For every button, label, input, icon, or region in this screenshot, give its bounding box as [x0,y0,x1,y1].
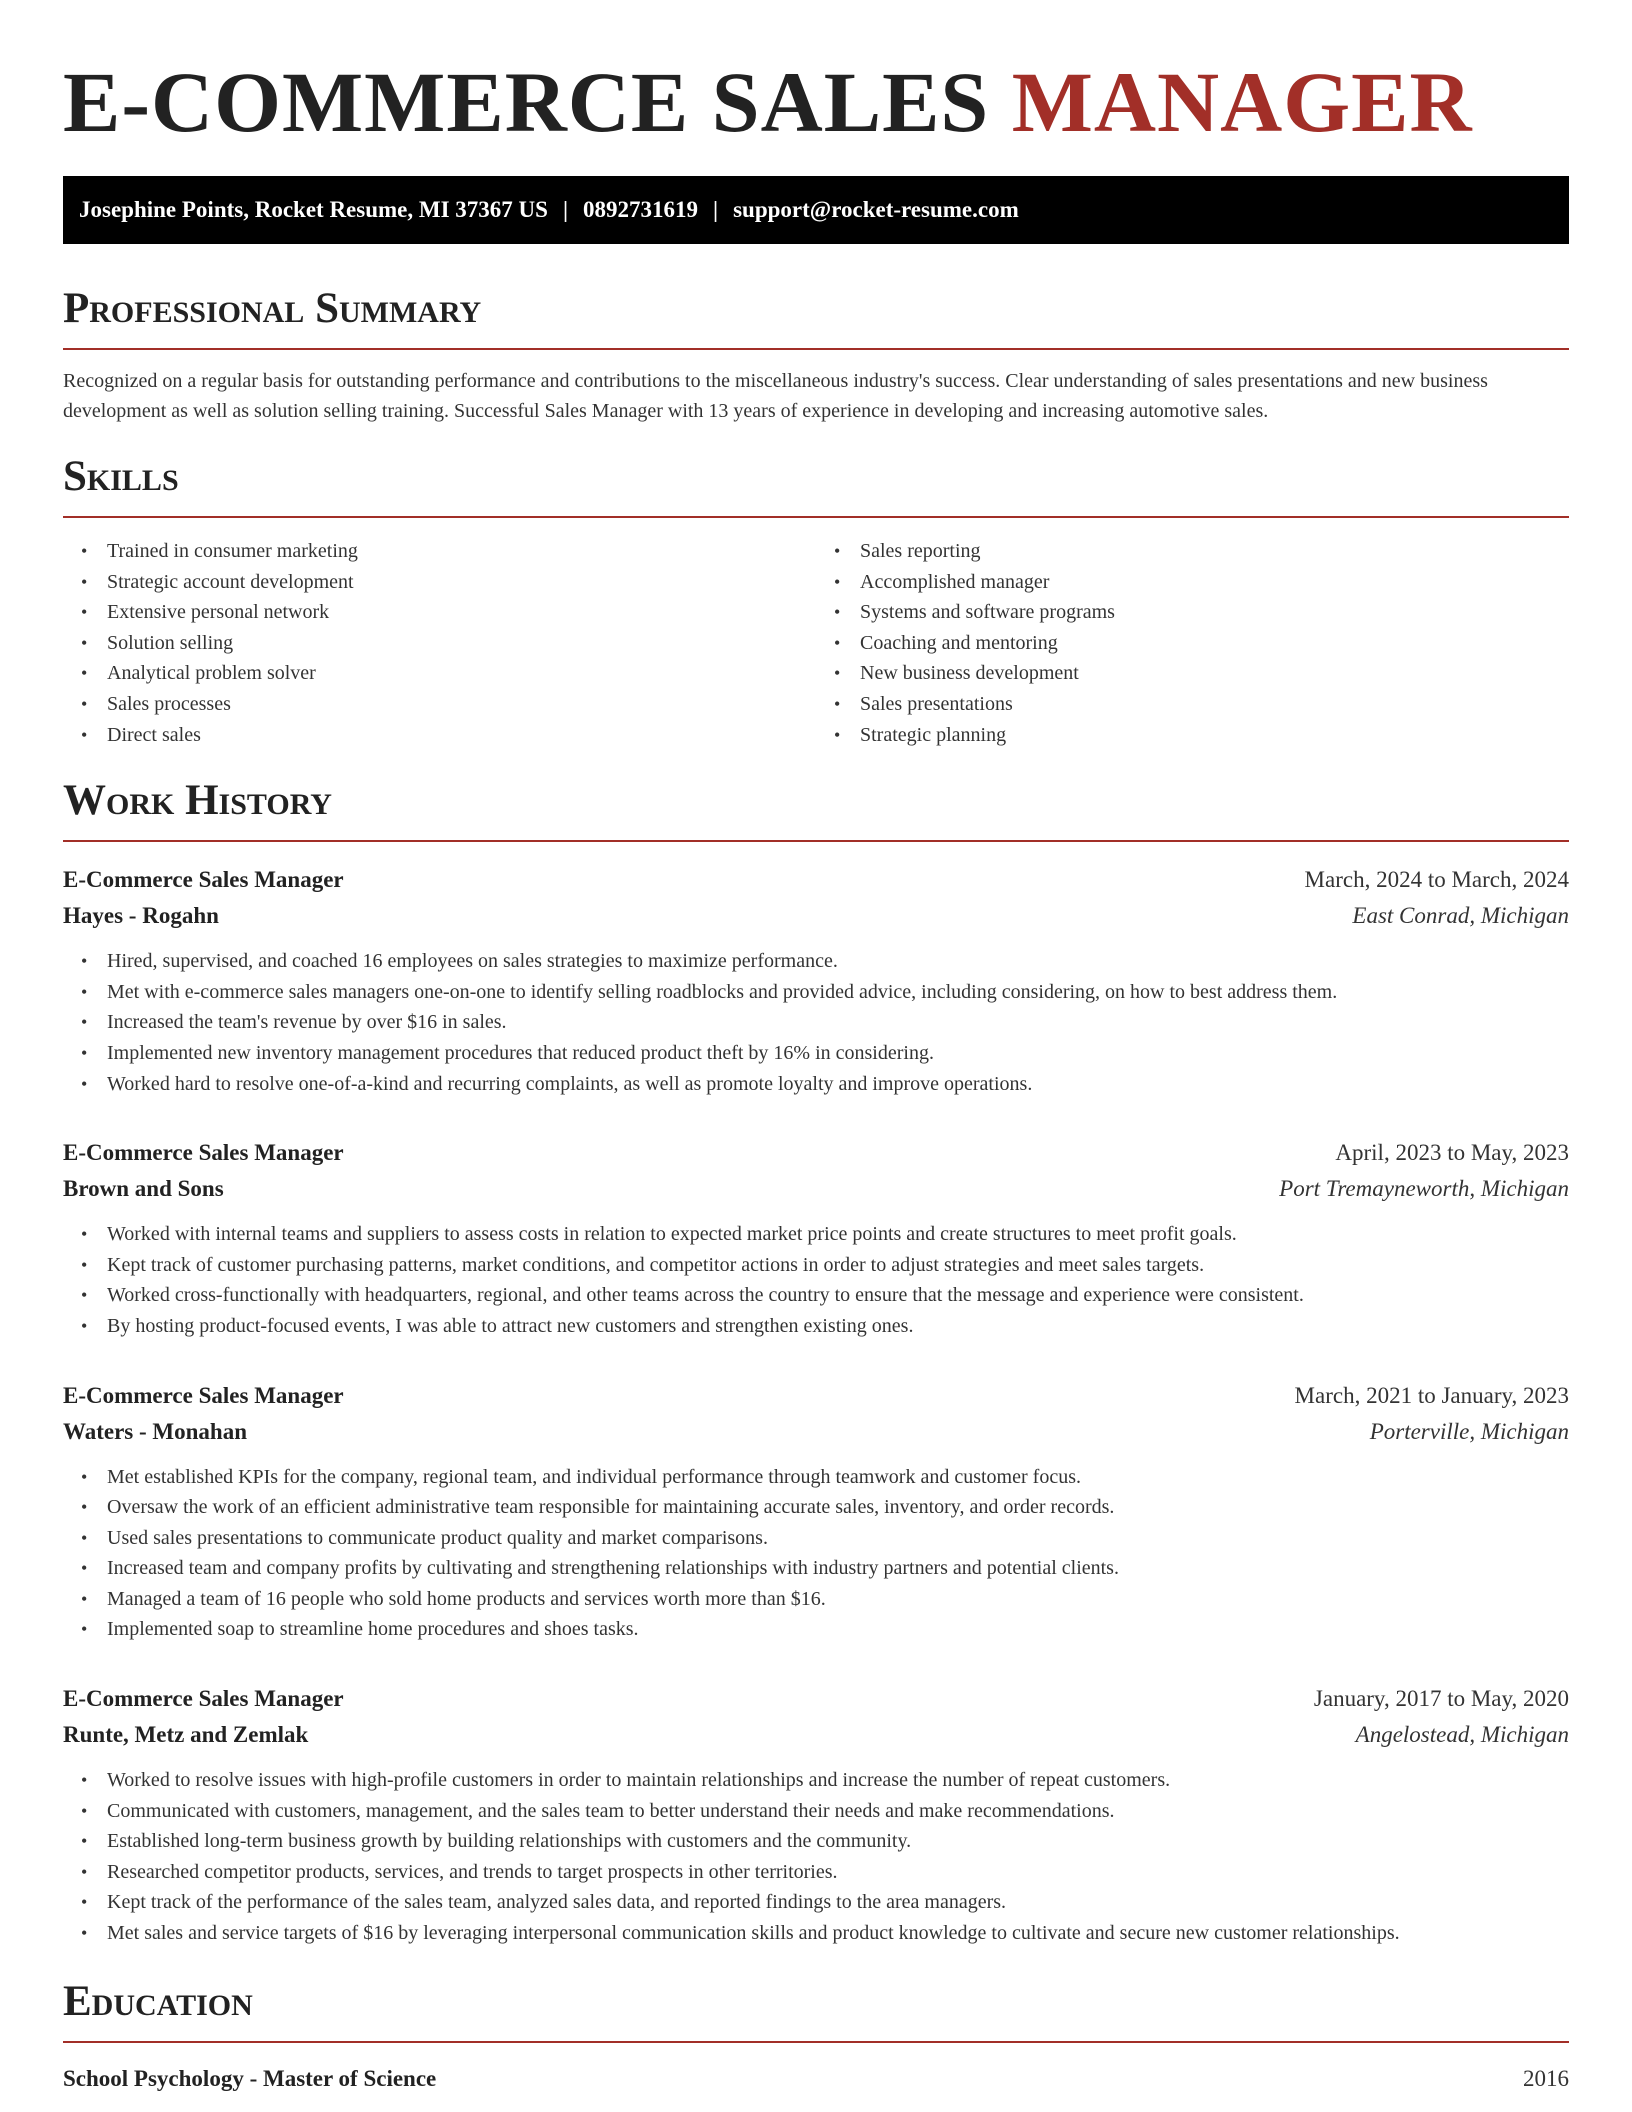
job-bullet: • Implemented new inventory management procedures that reduced product theft by 16% in considering. [107,1038,1569,1069]
skills-heading: Skills [63,453,179,500]
education-degree: School Psychology - Master of Science [63,2065,437,2091]
job-company: Brown and Sons [63,1176,224,1202]
resume-headline [63,52,1569,152]
contact-bar [63,176,1569,244]
section-divider [63,840,1569,842]
skill-item: • Systems and software programs [860,597,1569,628]
job-bullet: • Used sales presentations to communicate product quality and market comparisons. [107,1523,1569,1554]
section-divider [63,2041,1569,2043]
skill-item: • Sales presentations [860,689,1569,720]
job-company-row [63,898,1569,934]
job-entry [63,1378,1569,1646]
job-bullet: • Researched competitor products, services, and trends to target prospects in other territories. [107,1857,1569,1888]
job-bullets [63,946,1569,1099]
summary-text: Recognized on a regular basis for outstanding performance and contributions to the miscellaneous industry's success. Clear understanding of sales presentations and new business development as well as solution selling training. Successful Sales Manager with 13 years of experience in developing and increasing automotive sales. [63,370,1488,422]
skill-item: • Solution selling [107,628,816,659]
job-company: Hayes - Rogahn [63,903,219,929]
job-bullet: • Increased team and company profits by cultivating and strengthening relationships with industry partners and potential clients. [107,1553,1569,1584]
skills-section [63,452,1569,750]
work-history-section [63,776,1569,1948]
contact-address: Josephine Points, Rocket Resume, MI 37367 US [79,197,548,222]
job-bullets [63,1462,1569,1646]
job-bullet: • Worked cross-functionally with headquarters, regional, and other teams across the country to ensure that the message and experience were consistent. [107,1280,1569,1311]
skills-grid [63,536,1569,750]
skill-item: • Extensive personal network [107,597,816,628]
job-role: E-Commerce Sales Manager [63,1382,344,1408]
contact-separator: | [713,197,719,222]
job-entry [63,1135,1569,1341]
job-header-row [63,862,1569,898]
job-bullet: • Met sales and service targets of $16 by leveraging interpersonal communication skills and product knowledge to cultivate and secure new customer relationships. [107,1918,1569,1949]
skill-item: • Analytical problem solver [107,658,816,689]
contact-separator: | [562,197,569,222]
job-dates: April, 2023 to May, 2023 [1335,1140,1569,1166]
job-bullet: • Met with e-commerce sales managers one-on-one to identify selling roadblocks and provided advice, including considering, on how to best address them. [107,977,1569,1008]
job-location: East Conrad, Michigan [1352,903,1569,929]
headline-main: E-COMMERCE SALES [63,54,990,150]
job-role: E-Commerce Sales Manager [63,1140,344,1166]
education-year: 2016 [1523,2065,1569,2091]
skill-item: • Sales processes [107,689,816,720]
job-bullet: • Worked hard to resolve one-of-a-kind and recurring complaints, as well as promote loyalty and improve operations. [107,1069,1569,1100]
job-company: Runte, Metz and Zemlak [63,1722,309,1748]
section-divider [63,516,1569,518]
job-bullets [63,1765,1569,1949]
work-history-heading: Work History [63,777,332,825]
job-location: Port Tremayneworth, Michigan [1279,1176,1569,1202]
job-bullet: • Managed a team of 16 people who sold home products and services worth more than $16. [107,1584,1569,1615]
job-company-row [63,1717,1569,1753]
skill-item: • Strategic account development [107,567,816,598]
job-entry [63,1681,1569,1949]
skill-item: • Trained in consumer marketing [107,536,816,567]
job-bullets [63,1219,1569,1341]
job-bullet: • Communicated with customers, management, and the sales team to better understand their needs and make recommendations. [107,1796,1569,1827]
job-bullet: • Oversaw the work of an efficient administrative team responsible for maintaining accurate sales, inventory, and order records. [107,1492,1569,1523]
job-header-row [63,1135,1569,1171]
job-role: E-Commerce Sales Manager [63,1686,344,1712]
skill-item: • Accomplished manager [860,567,1569,598]
education-section [63,1977,1569,2097]
job-header-row [63,1681,1569,1717]
job-company-row [63,1414,1569,1450]
job-header-row [63,1378,1569,1414]
job-dates: March, 2021 to January, 2023 [1294,1382,1569,1408]
job-location: Angelostead, Michigan [1355,1722,1569,1748]
contact-email: support@rocket-resume.com [733,197,1019,222]
summary-heading: Professional Summary [63,285,482,332]
job-bullet: • Established long-term business growth by building relationships with customers and the community. [107,1826,1569,1857]
skill-item: • Direct sales [107,720,816,751]
job-bullet: • Increased the team's revenue by over $16 in sales. [107,1007,1569,1038]
skill-item: • Strategic planning [860,720,1569,751]
job-bullet: • Implemented soap to streamline home procedures and shoes tasks. [107,1614,1569,1645]
education-entry [63,2061,1569,2097]
job-role: E-Commerce Sales Manager [63,867,344,893]
skill-item: • New business development [860,658,1569,689]
summary-section [63,284,1569,426]
job-bullet: • Hired, supervised, and coached 16 employees on sales strategies to maximize performance. [107,946,1569,977]
skill-item: • Coaching and mentoring [860,628,1569,659]
job-entry [63,862,1569,1099]
job-bullet: • Met established KPIs for the company, regional team, and individual performance through teamwork and customer focus. [107,1462,1569,1493]
skills-column-right [816,536,1569,750]
section-divider [63,348,1569,350]
job-bullet: • Kept track of customer purchasing patterns, market conditions, and competitor actions in order to adjust strategies and meet sales targets. [107,1250,1569,1281]
job-bullet: • By hosting product-focused events, I was able to attract new customers and strengthen existing ones. [107,1311,1569,1342]
headline-accent: MANAGER [1011,54,1473,150]
job-dates: March, 2024 to March, 2024 [1304,867,1569,893]
job-bullet: • Worked to resolve issues with high-profile customers in order to maintain relationships and increase the number of repeat customers. [107,1765,1569,1796]
skill-item: • Sales reporting [860,536,1569,567]
job-location: Porterville, Michigan [1369,1418,1569,1444]
education-heading: Education [63,1977,253,2025]
job-bullet: • Kept track of the performance of the sales team, analyzed sales data, and reported findings to the area managers. [107,1887,1569,1918]
job-company-row [63,1171,1569,1207]
job-bullet: • Worked with internal teams and suppliers to assess costs in relation to expected market price points and create structures to meet profit goals. [107,1219,1569,1250]
skills-column-left [63,536,816,750]
job-company: Waters - Monahan [63,1418,247,1444]
contact-phone: 0892731619 [583,197,699,222]
job-dates: January, 2017 to May, 2020 [1313,1686,1569,1712]
